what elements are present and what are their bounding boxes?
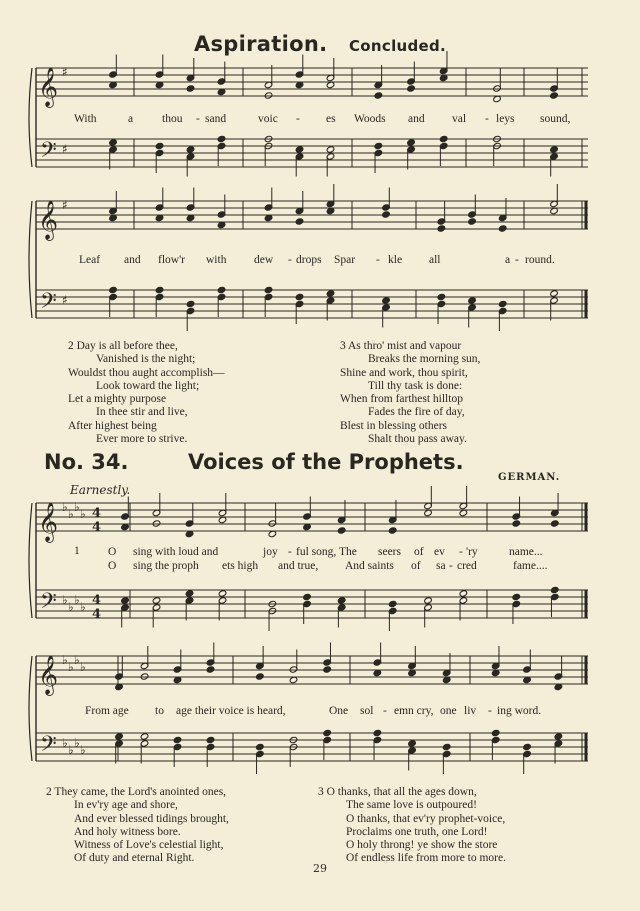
note-head [303, 593, 312, 600]
lyric-syllable: val [452, 113, 467, 125]
note-head [554, 733, 563, 740]
lyric-syllable: all [429, 254, 441, 266]
clef: 𝄢 [40, 589, 57, 619]
note-head [468, 297, 477, 304]
lyric-syllable: of [414, 546, 424, 558]
lyric-syllable: With [74, 113, 97, 125]
hymn1-verse3 [340, 340, 480, 446]
lyric-syllable: round. [525, 254, 555, 266]
note-head [407, 139, 416, 146]
staff-brace [29, 503, 32, 618]
note-head [388, 600, 397, 607]
note-head [264, 286, 273, 293]
lyric-syllable: of [411, 560, 421, 572]
page-number: 29 [313, 862, 327, 875]
lyric-syllable: sand [205, 113, 227, 125]
note-head [491, 729, 500, 736]
time-signature: 4 [92, 607, 102, 622]
verse-line: 3 As thro' mist and vapour [340, 340, 462, 352]
verse-line: The same love is outpoured! [346, 799, 477, 812]
verse-line: Shine and work, thou spirit, [340, 366, 468, 379]
note-head [256, 673, 265, 680]
verse-line: Till thy task is done: [368, 379, 463, 392]
note-head [550, 146, 559, 153]
lyric-syllable: thou [162, 113, 183, 125]
note-head [109, 286, 118, 293]
lyric-syllable: Spar [334, 254, 356, 266]
key-signature: ♭ [74, 736, 80, 750]
verse-line: Look toward the light; [96, 379, 200, 392]
hymn2-title: Voices of the Prophets. [188, 450, 464, 474]
key-signature: ♭ [80, 600, 86, 614]
note-head [442, 743, 451, 750]
lyric-syllable: - [488, 705, 492, 717]
lyric-syllable: sol [360, 705, 374, 717]
note-head [109, 139, 118, 146]
staff-brace [29, 656, 32, 761]
lyric-syllable: with [206, 254, 227, 266]
lyric-syllable: sing with loud and [133, 546, 219, 558]
note-head [468, 218, 477, 225]
time-signature: 4 [92, 593, 102, 608]
verse-line: Witness of Love's celestial light, [74, 839, 224, 852]
lyric-syllable: ful song, [296, 546, 337, 558]
note-head [382, 297, 391, 304]
lyric-syllable: dew [254, 254, 274, 266]
lyric-syllable: Leaf [79, 254, 101, 266]
lyric-syllable: and [408, 113, 425, 125]
key-signature: ♭ [74, 500, 80, 514]
note-head [550, 520, 559, 527]
note-head [337, 527, 346, 534]
note-head [437, 293, 446, 300]
lyric-syllable: sound, [540, 113, 571, 125]
clef: 𝄞 [38, 655, 59, 695]
note-head [323, 729, 332, 736]
verse-line: Of duty and eternal Right. [74, 852, 195, 865]
note-head [373, 729, 382, 736]
lyric-syllable: one [440, 705, 457, 717]
verse-line: And holy witness bore. [74, 825, 181, 838]
verse-line: When from farthest hilltop [340, 393, 463, 406]
lyric-syllable: leys [496, 113, 515, 125]
note-head [186, 300, 195, 307]
staff-brace [29, 201, 32, 318]
key-signature: ♯ [62, 142, 68, 156]
note-head [206, 666, 215, 673]
hymn2-number: No. 34. [44, 450, 129, 474]
hymn2-verse2 [46, 786, 229, 866]
note-head [152, 597, 161, 604]
verse-line: Breaks the morning sun, [368, 353, 481, 366]
lyric-syllable: age their voice is heard, [176, 705, 286, 717]
note-head [550, 586, 559, 593]
verse-line: Shalt thou pass away. [368, 433, 467, 446]
key-signature: ♭ [68, 660, 74, 674]
note-head [550, 92, 559, 99]
note-head [498, 300, 507, 307]
note-head [186, 85, 195, 92]
note-head [295, 146, 304, 153]
verse-line: O holy throng! ye show the store [346, 839, 498, 852]
lyric-syllable: joy [263, 546, 278, 558]
lyric-syllable: One [329, 705, 349, 717]
note-head [185, 590, 194, 597]
hymn2-composer: GERMAN. [498, 472, 561, 483]
verse-line: 3 O thanks, that all the ages down, [318, 786, 477, 798]
stanza-mark: 1 [74, 545, 80, 557]
verse-line: After highest being [68, 419, 157, 432]
verse-line: 2 Day is all before thee, [68, 340, 178, 352]
lyric-syllable: The [339, 546, 357, 558]
note-head [155, 286, 164, 293]
note-head [459, 590, 468, 597]
verse-line: Let a mighty purpose [68, 393, 167, 406]
lyric-syllable: flow'r [158, 254, 185, 266]
key-signature: ♭ [68, 507, 74, 521]
lyric-syllable: to [155, 705, 164, 717]
lyric-syllable: cred [457, 560, 477, 572]
verse-line: 2 They came, the Lord's anointed ones, [46, 786, 227, 798]
lyric-syllable: es [326, 113, 336, 125]
lyric-syllable: a [128, 113, 134, 125]
verse-line: Wouldst thou aught accomplish— [68, 366, 225, 379]
note-head [155, 142, 164, 149]
note-head [295, 293, 304, 300]
key-signature: ♭ [68, 600, 74, 614]
lyric-syllable: kle [388, 254, 403, 266]
note-head [437, 225, 446, 232]
lyric-syllable: - [376, 254, 380, 266]
clef: 𝄢 [40, 138, 57, 168]
key-signature: ♭ [74, 593, 80, 607]
lyric-syllable: and true, [278, 560, 319, 572]
hymn2-tempo: Earnestly. [70, 483, 131, 497]
note-head [173, 736, 182, 743]
key-signature: ♭ [68, 743, 74, 757]
lyric-syllable: - [485, 113, 489, 125]
lyric-syllable: - [288, 254, 292, 266]
lyric-syllable: - [296, 113, 300, 125]
lyric-syllable: And saints [345, 560, 394, 572]
note-head [388, 527, 397, 534]
note-head [337, 597, 346, 604]
note-head [217, 135, 226, 142]
hymn1-title: Aspiration. [193, 32, 328, 56]
lyric-syllable: fame.... [513, 560, 548, 572]
key-signature: ♭ [80, 660, 86, 674]
key-signature: ♭ [62, 593, 68, 607]
note-head [140, 733, 149, 740]
key-signature: ♭ [62, 653, 68, 667]
lyric-syllable: 'ry [466, 546, 478, 558]
note-head [523, 743, 532, 750]
note-head [512, 520, 521, 527]
note-head [407, 85, 416, 92]
lyric-syllable: sing the proph [133, 560, 199, 572]
time-signature: 4 [92, 506, 102, 521]
note-head [439, 135, 448, 142]
note-head [256, 743, 265, 750]
note-head [323, 666, 332, 673]
lyric-syllable: ev [434, 546, 445, 558]
note-head [374, 92, 383, 99]
lyric-syllable: - [383, 705, 387, 717]
lyric-syllable: liv [464, 705, 477, 717]
key-signature: ♭ [62, 500, 68, 514]
note-head [295, 218, 304, 225]
note-head [498, 225, 507, 232]
verse-line: Ever more to strive. [96, 433, 188, 446]
clef: 𝄞 [38, 200, 59, 240]
note-head [374, 142, 383, 149]
note-head [408, 740, 417, 747]
note-head [424, 597, 433, 604]
clef: 𝄢 [40, 732, 57, 762]
lyric-syllable: - [515, 254, 519, 266]
clef: 𝄞 [38, 502, 59, 542]
lyric-syllable: - [449, 560, 453, 572]
staff-brace [29, 68, 32, 167]
lyric-syllable: - [196, 113, 200, 125]
verse-line: Blest in blessing others [340, 419, 448, 432]
lyric-syllable: ets high [222, 560, 259, 572]
key-signature: ♯ [62, 198, 68, 212]
key-signature: ♯ [62, 65, 68, 79]
lyric-syllable: Woods [354, 113, 386, 125]
lyric-syllable: ing word. [497, 705, 542, 717]
clef: 𝄞 [38, 67, 59, 107]
lyric-syllable: voic [258, 113, 278, 125]
lyric-syllable: seers [378, 546, 401, 558]
note-head [186, 146, 195, 153]
lyric-syllable: emn cry, [394, 705, 434, 717]
lyric-syllable: name... [509, 546, 543, 558]
key-signature: ♭ [80, 507, 86, 521]
verse-line: Proclaims one truth, one Lord! [346, 825, 488, 838]
verse-line: Of endless life from more to more. [346, 852, 506, 865]
verse-line: Vanished is the night; [96, 353, 196, 366]
key-signature: ♭ [74, 653, 80, 667]
key-signature: ♯ [62, 293, 68, 307]
lyric-syllable: O [108, 546, 117, 558]
clef: 𝄢 [40, 289, 57, 319]
lyric-syllable: drops [296, 254, 322, 266]
note-head [217, 286, 226, 293]
lyric-syllable: O [108, 560, 117, 572]
verse-line: Fades the fire of day, [368, 406, 465, 419]
verse-line: In ev'ry age and shore, [74, 799, 178, 812]
key-signature: ♭ [80, 743, 86, 757]
hymn1-verse2 [68, 340, 225, 446]
verse-line: O thanks, that ev'ry prophet-voice, [346, 812, 506, 825]
lyric-syllable: - [459, 546, 463, 558]
note-head [121, 597, 130, 604]
lyric-syllable: and [124, 254, 141, 266]
note-head [382, 211, 391, 218]
lyric-syllable: a [505, 254, 511, 266]
verse-line: And ever blessed tidings brought, [74, 812, 229, 825]
hymn1-subtitle: Concluded. [348, 37, 447, 55]
note-head [218, 590, 227, 597]
hymn2-verse3 [318, 786, 506, 866]
key-signature: ♭ [62, 736, 68, 750]
note-head [512, 593, 521, 600]
note-head [550, 290, 559, 297]
lyric-syllable: sa [436, 560, 446, 572]
verse-line: In thee stir and live, [96, 406, 188, 419]
note-head [326, 290, 335, 297]
note-head [326, 146, 335, 153]
lyric-syllable: From age [85, 705, 129, 717]
time-signature: 4 [92, 520, 102, 535]
note-head [115, 733, 124, 740]
lyric-syllable: - [288, 546, 292, 558]
note-head [206, 736, 215, 743]
